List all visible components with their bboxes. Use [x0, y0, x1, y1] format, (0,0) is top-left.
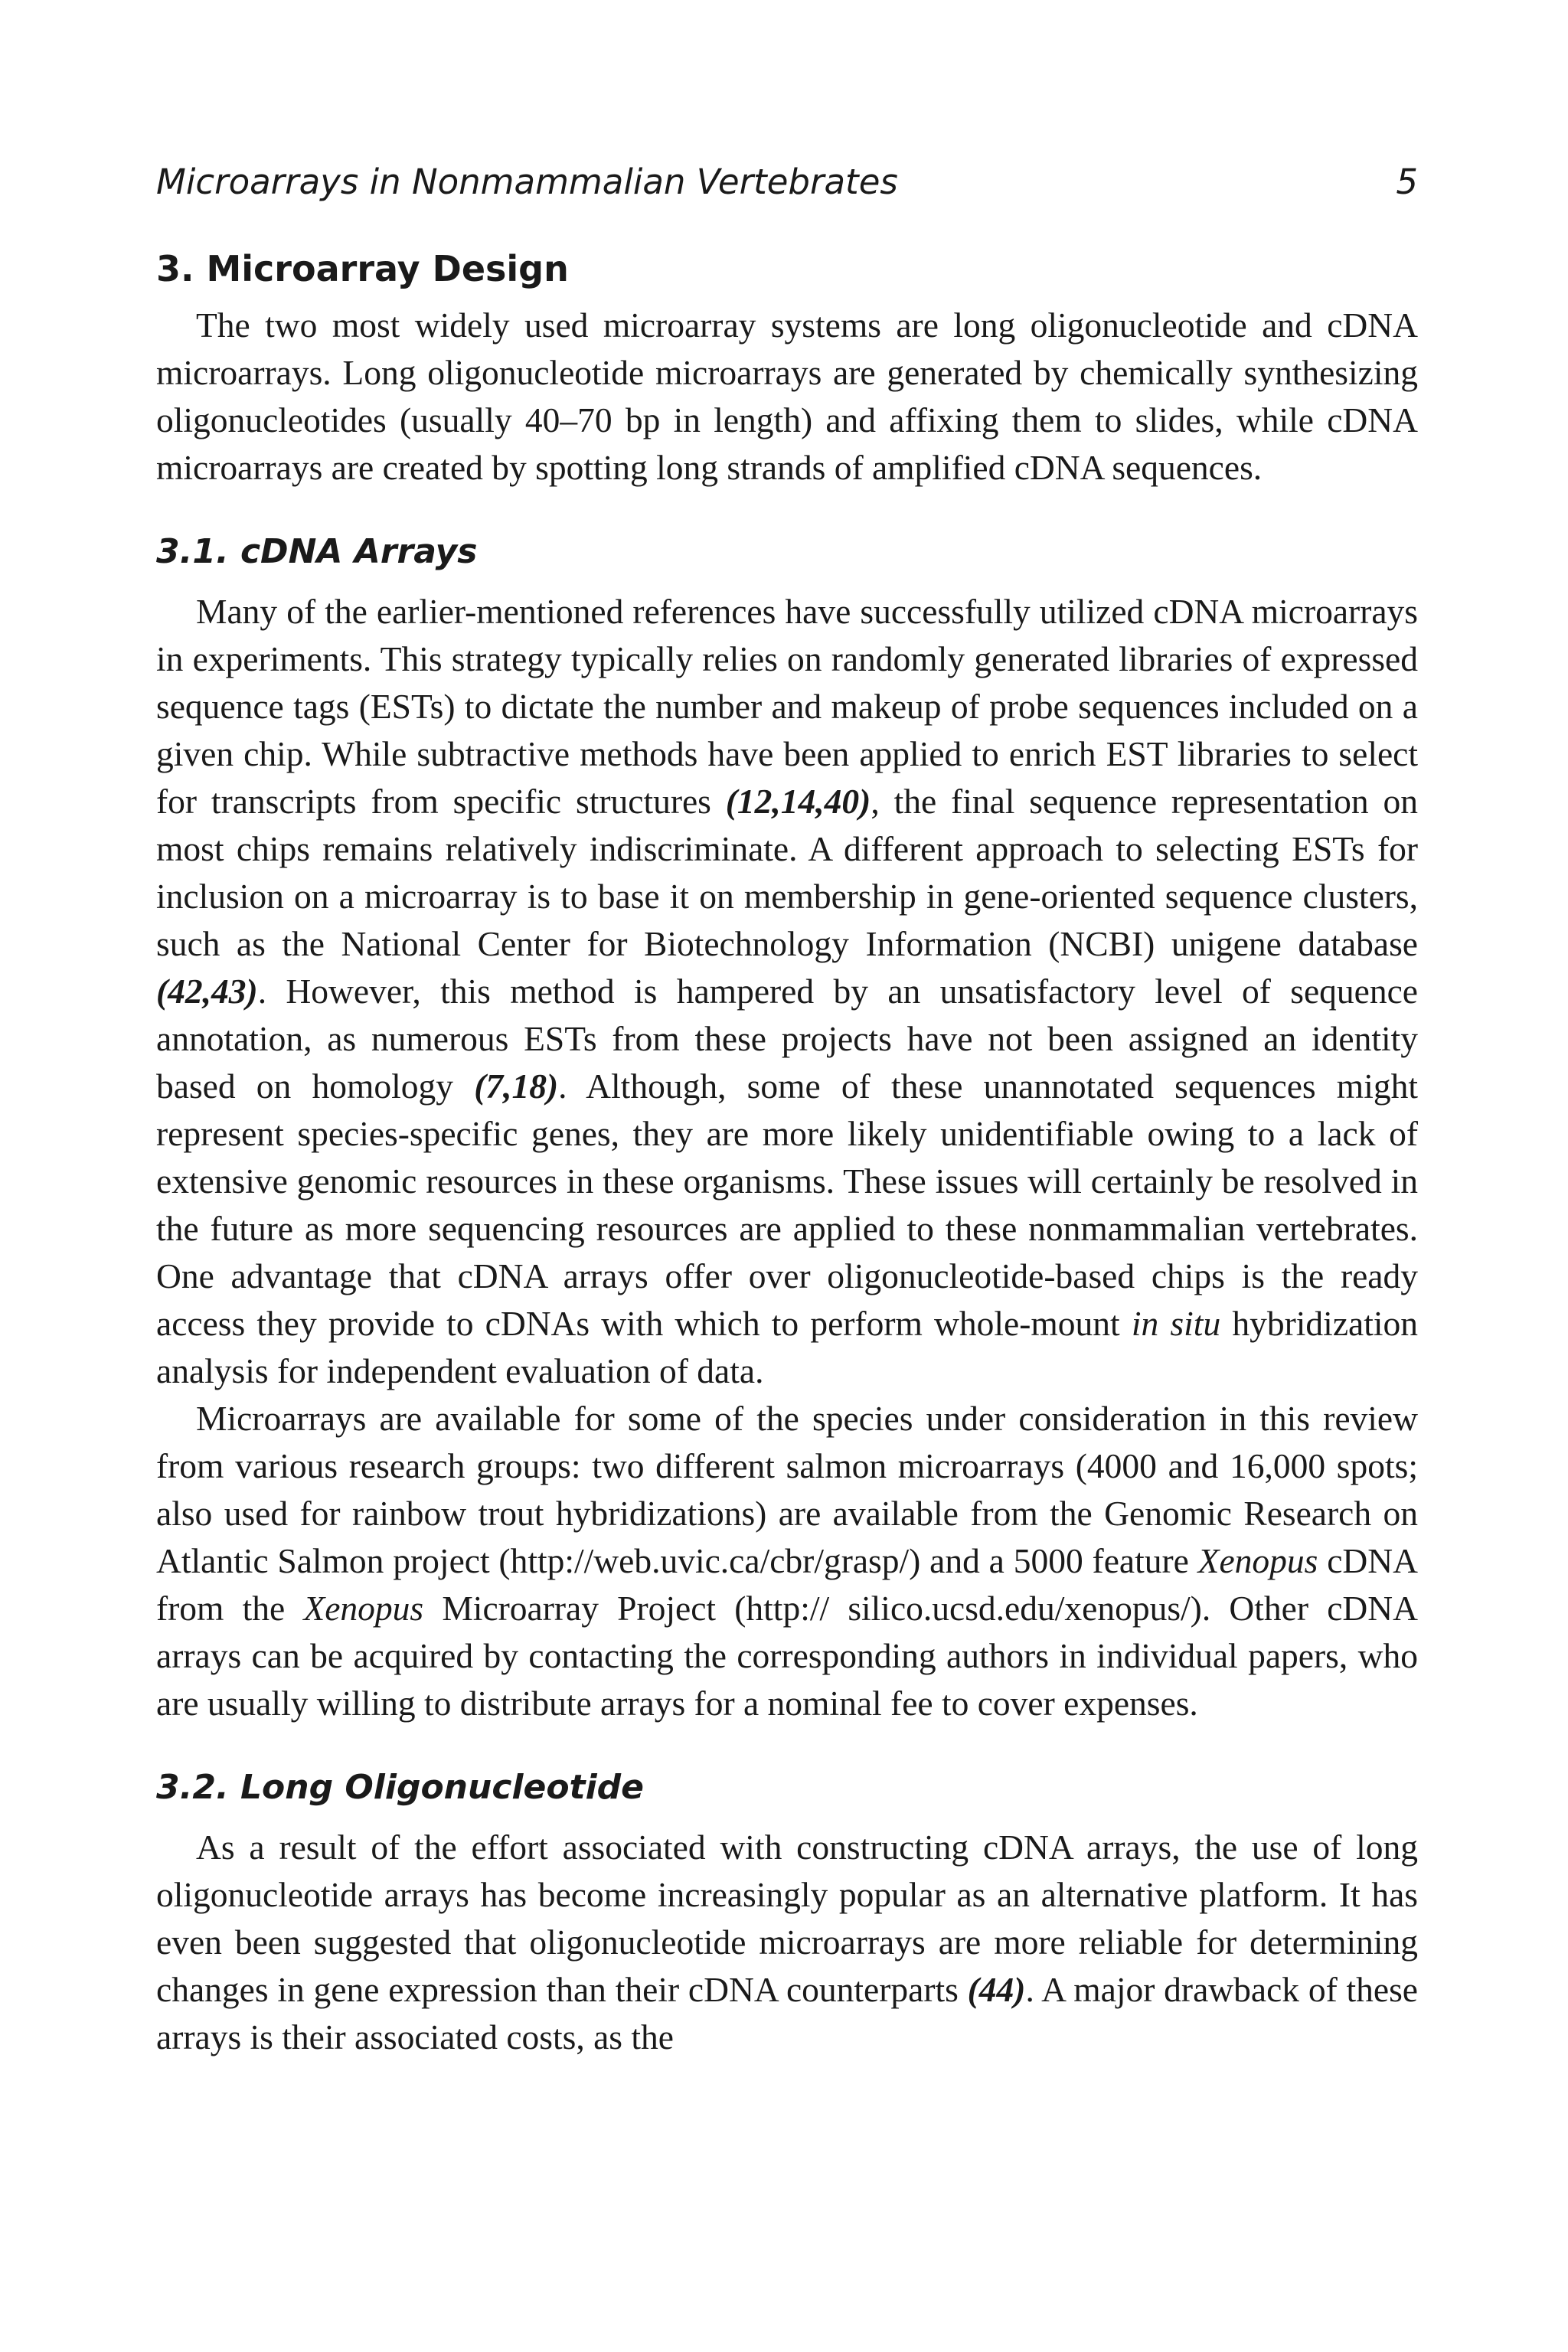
citation: (7,18): [474, 1067, 559, 1106]
paragraph-cdna-arrays-1: [156, 588, 1418, 1395]
page-body: [156, 153, 1418, 2061]
citation: (12,14,40): [725, 782, 871, 821]
page-number: 5: [1396, 162, 1418, 202]
text-run: hybridization analysis for independent evaluation of data.: [156, 1304, 1418, 1390]
section-heading-microarray-design: 3. Microarray Design: [156, 248, 569, 289]
paragraph-microarray-design: The two most widely used microarray systems are long oligonucleotide and cDNA microarrays. Long oligonucleotide microarrays are generated by chemically synthesizing oligonucleotides (usually 40–70 bp in length) and affixing them to slides, while cDNA microarrays are created by spotting long strands of amplified cDNA sequences.: [156, 305, 1418, 487]
text-run: . Although, some of these unannotated sequences might represent species-specific genes, they are more likely unidentifiable owing to a lack of extensive genomic resources in these organisms. These issues will certainly be resolved in the future as more sequencing resources are applied to these nonmammalian vertebrates. One advantage that cDNA arrays offer over oligonucleotide-based chips is the ready access they provide to cDNAs with which to perform whole-mount: [156, 1067, 1418, 1343]
subsection-heading-long-oligonucleotide: 3.2. Long Oligonucleotide: [156, 1768, 645, 1807]
paragraph-cdna-arrays-2: [156, 1395, 1418, 1727]
italic-term: Xenopus: [1197, 1541, 1318, 1580]
citation: (44): [967, 1970, 1026, 2009]
text-run: cDNA from the: [156, 1541, 1418, 1628]
italic-term: Xenopus: [303, 1589, 424, 1628]
text-run: , the final sequence representation on most chips remains relatively indiscriminate. A different approach to selecting ESTs for inclusion on a microarray is to base it on membership in gene-oriented sequence clusters, such as the National Center for Biotechnology Information (NCBI) unigene database: [156, 782, 1418, 963]
text-run: Microarray Project (http:// silico.ucsd.edu/xenopus/). Other cDNA arrays can be acquired by contacting the corresponding authors in individual papers, who are usually willing to distribute arrays for a nominal fee to cover expenses.: [156, 1589, 1418, 1723]
subsection-heading-cdna-arrays: 3.1. cDNA Arrays: [156, 532, 478, 571]
text-run: Microarrays are available for some of the species under consideration in this review from various research groups: two different salmon microarrays (4000 and 16,000 spots; also used for rainbow trout hybridizations) are available from the Genomic Research on Atlantic Salmon project (http://web.uvic.ca/cbr/grasp/) and a 5000 feature: [156, 1399, 1418, 1580]
text-run: Many of the earlier-mentioned references have successfully utilized cDNA microarrays in experiments. This strategy typically relies on randomly generated libraries of expressed sequence tags (ESTs) to dictate the number and makeup of probe sequences included on a given chip. While subtractive methods have been applied to enrich EST libraries to select for transcripts from specific structures: [156, 592, 1418, 821]
text-run: . However, this method is hampered by an unsatisfactory level of sequence annotation, as numerous ESTs from these projects have not been assigned an identity based on homology: [156, 972, 1418, 1106]
text-run: As a result of the effort associated with constructing cDNA arrays, the use of long oligonucleotide arrays has become increasingly popular as an alternative platform. It has even been suggested that oligonucleotide microarrays are more reliable for determining changes in gene expression than their cDNA counterparts: [156, 1828, 1418, 2009]
citation: (42,43): [156, 972, 258, 1011]
running-head-title: Microarrays in Nonmammalian Vertebrates: [156, 162, 898, 202]
paragraph-long-oligonucleotide: [156, 1824, 1418, 2061]
text-run: . A major drawback of these arrays is their associated costs, as the: [156, 1970, 1419, 2056]
italic-term: in situ: [1131, 1304, 1221, 1343]
running-head: [156, 153, 1418, 211]
